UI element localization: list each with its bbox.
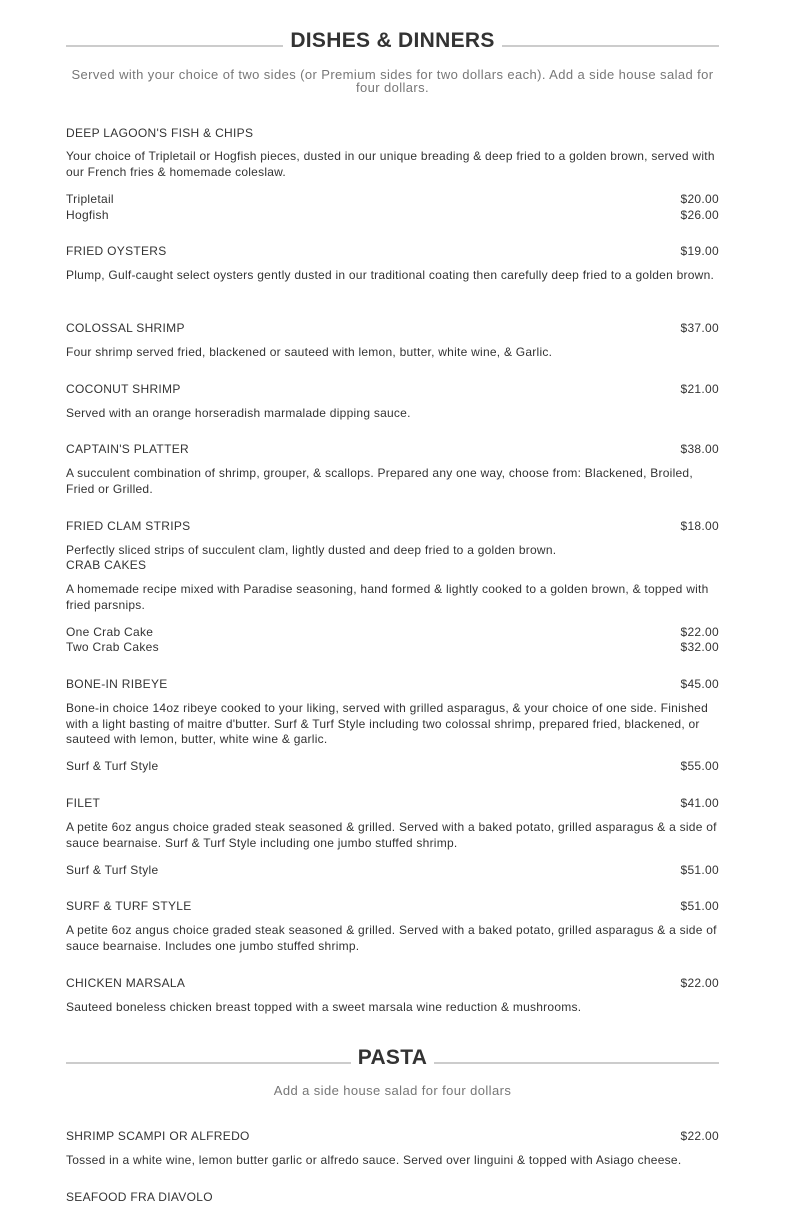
item-description: Served with an orange horseradish marmalade dipping sauce. [66,406,411,420]
item-price: $38.00 [680,442,719,456]
menu-item-shrimp-scampi [66,1129,719,1144]
header-rule-right [502,45,719,47]
menu-item-crab-cakes [66,558,719,573]
option-price: $32.00 [680,640,719,654]
header-rule-right [434,1062,719,1064]
item-price: $37.00 [680,321,719,335]
option-price: $22.00 [680,625,719,639]
item-price: $51.00 [680,899,719,913]
item-name: SEAFOOD FRA DIAVOLO [66,1190,213,1204]
menu-item-surf-turf [66,899,719,914]
item-description: Perfectly sliced strips of succulent clam, lightly dusted and deep fried to a golden brown. [66,543,557,557]
item-description: Your choice of Tripletail or Hogfish pieces, dusted in our unique breading & deep fried to a golden brown, served with our French fries & homemade coleslaw. [66,149,715,179]
option-label: Hogfish [66,208,109,222]
item-description: A homemade recipe mixed with Paradise seasoning, hand formed & lightly cooked to a golden brown, & topped with fried parsnips. [66,582,709,612]
item-description: A petite 6oz angus choice graded steak seasoned & grilled. Served with a baked potato, grilled asparagus & a side of sauce bearnaise. Surf & Turf Style including one jumbo stuffed shrimp. [66,820,717,850]
option-label: Surf & Turf Style [66,863,159,877]
menu-item-filet [66,796,719,811]
header-rule-left [66,45,283,47]
item-option [66,863,719,878]
menu-item-fried-oysters [66,244,719,259]
item-price: $18.00 [680,519,719,533]
item-name: COCONUT SHRIMP [66,382,181,396]
item-description: Tossed in a white wine, lemon butter garlic or alfredo sauce. Served over linguini & topped with Asiago cheese. [66,1153,682,1167]
item-name: CAPTAIN'S PLATTER [66,442,189,456]
item-name: DEEP LAGOON'S FISH & CHIPS [66,126,254,140]
item-description: Sauteed boneless chicken breast topped with a sweet marsala wine reduction & mushrooms. [66,1000,582,1014]
dishes-section-header [66,29,719,53]
item-option [66,192,719,207]
header-rule-left [66,1062,351,1064]
menu-item-coconut-shrimp [66,382,719,397]
menu-item-clam-strips [66,519,719,534]
item-description: Bone-in choice 14oz ribeye cooked to your liking, served with grilled asparagus, & your choice of one side. Finished with a light basting of maitre d'butter. Surf & Turf Style including two colossal shrimp, prepared fried, blackened, or sauteed with lemon, butter, white wine & garlic. [66,701,709,747]
menu-item-colossal-shrimp [66,321,719,336]
option-price: $20.00 [680,192,719,206]
item-name: SURF & TURF STYLE [66,899,192,913]
option-label: One Crab Cake [66,625,154,639]
menu-item-ribeye [66,677,719,692]
item-description: Four shrimp served fried, blackened or sauteed with lemon, butter, white wine, & Garlic. [66,345,553,359]
item-option [66,625,719,640]
item-price: $21.00 [680,382,719,396]
item-name: BONE-IN RIBEYE [66,677,168,691]
item-description: Plump, Gulf-caught select oysters gently dusted in our traditional coating then carefully deep fried to a golden brown. [66,268,715,282]
option-price: $51.00 [680,863,719,877]
item-name: FRIED CLAM STRIPS [66,519,191,533]
item-price: $41.00 [680,796,719,810]
menu-item-captains-platter [66,442,719,457]
item-price: $19.00 [680,244,719,258]
item-option [66,208,719,223]
option-price: $55.00 [680,759,719,773]
item-name: SHRIMP SCAMPI OR ALFREDO [66,1129,250,1143]
item-option [66,759,719,774]
dishes-section-title: DISHES & DINNERS [290,29,495,52]
item-price: $45.00 [680,677,719,691]
item-description: A succulent combination of shrimp, grouper, & scallops. Prepared any one way, choose from: Blackened, Broiled, Fried or Grilled. [66,466,693,496]
menu-item-chicken-marsala [66,976,719,991]
item-name: FRIED OYSTERS [66,244,167,258]
menu-item-fra-diavolo [66,1190,719,1205]
option-label: Two Crab Cakes [66,640,159,654]
pasta-section-header [66,1046,719,1070]
menu-item-fish-chips [66,126,719,141]
item-name: CHICKEN MARSALA [66,976,186,990]
dishes-section-note: Served with your choice of two sides (or Premium sides for two dollars each). Add a side house salad for four dollars. [71,67,714,95]
option-price: $26.00 [680,208,719,222]
option-label: Surf & Turf Style [66,759,159,773]
item-name: CRAB CAKES [66,558,147,572]
option-label: Tripletail [66,192,114,206]
pasta-section-note: Add a side house salad for four dollars [273,1083,512,1098]
item-option [66,640,719,655]
item-price: $22.00 [680,976,719,990]
item-name: FILET [66,796,101,810]
item-description: A petite 6oz angus choice graded steak seasoned & grilled. Served with a baked potato, grilled asparagus & a side of sauce bearnaise. Includes one jumbo stuffed shrimp. [66,923,717,953]
item-name: COLOSSAL SHRIMP [66,321,185,335]
item-price: $22.00 [680,1129,719,1143]
pasta-section-title: PASTA [357,1046,428,1069]
